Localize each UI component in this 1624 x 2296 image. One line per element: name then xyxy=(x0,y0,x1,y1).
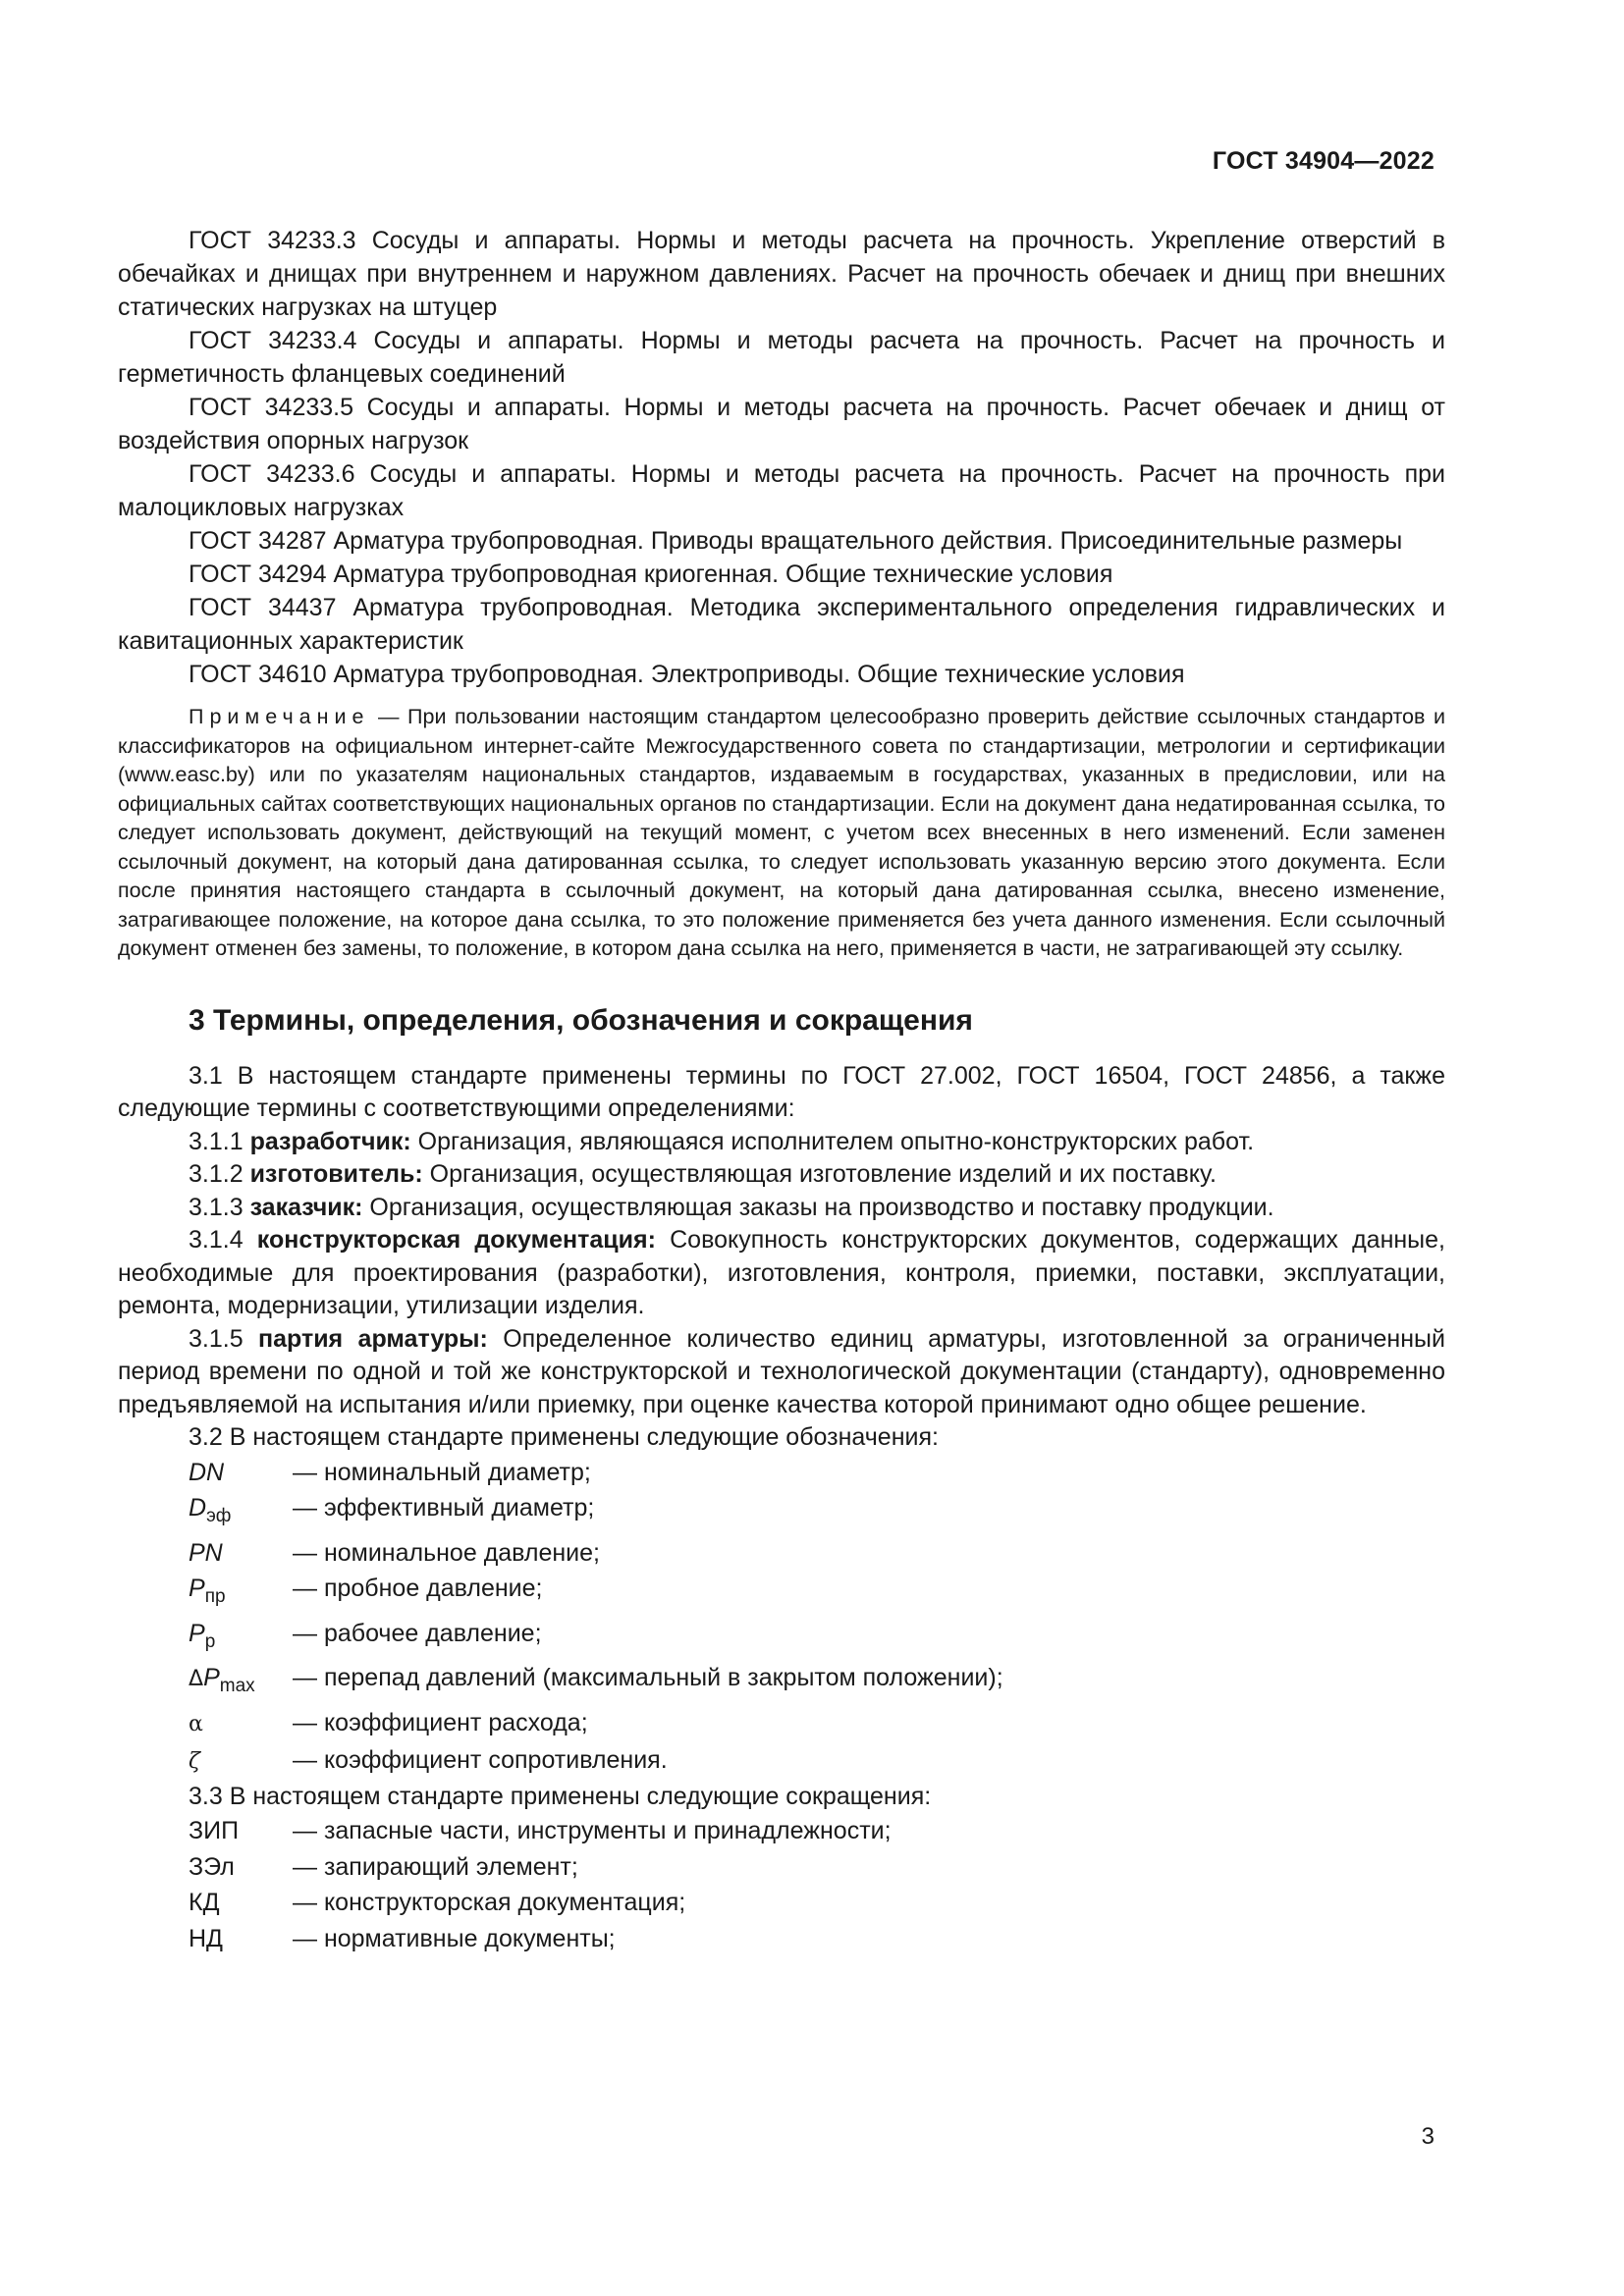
abbreviation-description: — нормативные документы; xyxy=(293,1924,616,1952)
abbreviation-description: — запирающий элемент; xyxy=(293,1852,578,1881)
term-item xyxy=(118,1323,1445,1422)
paragraph-3-2: 3.2 В настоящем стандарте применены следующие обозначения: xyxy=(189,1423,939,1451)
reference-item: ГОСТ 34610 Арматура трубопроводная. Электроприводы. Общие технические условия xyxy=(189,661,1185,688)
symbol: $P_р$ xyxy=(189,1619,216,1652)
reference-item: ГОСТ 34437 Арматура трубопроводная. Методика экспериментального определения гидравлических и кавитационных характеристик xyxy=(118,594,1445,655)
symbol-description: — эффективный диаметр; xyxy=(293,1494,595,1522)
term-item xyxy=(118,1126,1445,1159)
symbol: $\Delta P_{max}$ xyxy=(189,1664,255,1696)
term-item xyxy=(118,1224,1445,1323)
paragraph-3-1: 3.1 В настоящем стандарте применены термины по ГОСТ 27.002, ГОСТ 16504, ГОСТ 24856, а также следующие термины с соответствующими определениями: xyxy=(118,1061,1445,1122)
symbol-description: — перепад давлений (максимальный в закрытом положении); xyxy=(293,1664,1003,1691)
page-number: 3 xyxy=(1421,2123,1435,2150)
term-definition: Организация, осуществляющая заказы на производство и поставку продукции. xyxy=(362,1193,1274,1221)
references-list xyxy=(118,224,1445,691)
abbreviation-row xyxy=(118,1885,1445,1921)
symbol-row xyxy=(118,1571,1445,1616)
abbreviation: ЗЭл xyxy=(189,1852,235,1881)
term-number: 3.1.5 xyxy=(189,1324,258,1353)
symbol-row xyxy=(118,1742,1445,1781)
reference-item: ГОСТ 34233.4 Сосуды и аппараты. Нормы и методы расчета на прочность. Расчет на прочность и герметичность фланцевых соединений xyxy=(118,327,1445,388)
symbol-description: — рабочее давление; xyxy=(293,1619,542,1647)
symbol-row xyxy=(118,1455,1445,1491)
term-item xyxy=(118,1192,1445,1225)
reference-item: ГОСТ 34233.3 Сосуды и аппараты. Нормы и методы расчета на прочность. Укрепление отверстий в обечайках и днищах при внутреннем и наружном давлениях. Расчет на прочность обечаек и днищ при внешних статических нагрузках на штуцер xyxy=(118,227,1445,321)
abbreviations-list xyxy=(118,1813,1445,1956)
terms-list xyxy=(118,1126,1445,1422)
term-number: 3.1.1 xyxy=(189,1127,250,1155)
term-definition: Определенное количество единиц арматуры, изготовленной за ограниченный период времени по одной и той же конструкторской и технологической документации (стандарту), одновременно предъявляемой на испытания и/или приемку, при оценке качества которой принимают одно общее решение. xyxy=(118,1324,1445,1418)
term-number: 3.1.4 xyxy=(189,1226,257,1254)
symbol-row xyxy=(118,1705,1445,1743)
reference-item: ГОСТ 34233.5 Сосуды и аппараты. Нормы и методы расчета на прочность. Расчет обечаек и днищ от воздействия опорных нагрузок xyxy=(118,394,1445,454)
note-paragraph xyxy=(118,703,1445,964)
symbols-list xyxy=(118,1455,1445,1781)
term-definition: Организация, являющаяся исполнителем опытно-конструкторских работ. xyxy=(410,1127,1255,1155)
reference-item: ГОСТ 34287 Арматура трубопроводная. Приводы вращательного действия. Присоединительные размеры xyxy=(189,527,1403,555)
abbreviation-description: — конструкторская документация; xyxy=(293,1889,686,1916)
symbol: $P_{пр}$ xyxy=(189,1575,226,1607)
symbol: ζ xyxy=(189,1749,200,1774)
abbreviation: КД xyxy=(189,1889,220,1916)
abbreviation: НД xyxy=(189,1924,223,1952)
term-definition: Совокупность конструкторских документов, содержащих данные, необходимые для проектирования (разработки), изготовления, контроля, приемки, поставки, эксплуатации, ремонта, модернизации, утилизации изделия. xyxy=(118,1226,1446,1319)
abbreviation-description: — запасные части, инструменты и принадлежности; xyxy=(293,1817,892,1844)
term-item xyxy=(118,1158,1445,1192)
symbol-row xyxy=(118,1660,1445,1705)
paragraph-3-3: 3.3 В настоящем стандарте применены следующие сокращения: xyxy=(189,1782,932,1810)
abbreviation: ЗИП xyxy=(189,1817,240,1844)
symbol-description: — номинальный диаметр; xyxy=(293,1458,591,1486)
page-content xyxy=(118,224,1445,1956)
term-number: 3.1.2 xyxy=(189,1160,250,1188)
symbol-description: — номинальное давление; xyxy=(293,1538,601,1567)
symbol: PN xyxy=(189,1538,223,1567)
note-text: — При пользовании настоящим стандартом целесообразно проверить действие ссылочных стандартов и классификаторов на официальном интернет-сайте Межгосударственного совета по стандартизации, метрологии и сертификации (www.easc.by) или по указателям национальных стандартов, издаваемым в государствах, указанных в предисловии, или на официальных сайтах соответствующих национальных органов по стандартизации. Если на документ дана недатированная ссылка, то следует использовать документ, действующий на текущий момент, с учетом всех внесенных в него изменений. Если заменен ссылочный документ, на который дана датированная ссылка, то следует использовать указанную версию этого документа. Если после принятия настоящего стандарта в ссылочный документ, на который дана датированная ссылка, внесено изменение, затрагивающее положение, на которое дана ссылка, то это положение применяется без учета данного изменения. Если ссылочный документ отменен без замены, то положение, в котором дана ссылка на него, применяется в части, не затрагивающей эту ссылку. xyxy=(118,705,1445,960)
term-name: заказчик: xyxy=(249,1193,363,1221)
symbol: α xyxy=(189,1711,203,1736)
term-name: изготовитель: xyxy=(249,1160,423,1188)
term-name: конструкторская документация: xyxy=(256,1226,656,1254)
symbol-description: — пробное давление; xyxy=(293,1575,543,1602)
symbol-row xyxy=(118,1490,1445,1535)
symbol-description: — коэффициент сопротивления. xyxy=(293,1746,668,1774)
document-header-id: ГОСТ 34904—2022 xyxy=(1212,147,1435,175)
symbol-description: — коэффициент расхода; xyxy=(293,1708,588,1736)
term-name: разработчик: xyxy=(249,1127,411,1155)
note-label: Примечание xyxy=(189,705,370,728)
abbreviation-row xyxy=(118,1921,1445,1957)
term-definition: Организация, осуществляющая изготовление изделий и их поставку. xyxy=(422,1160,1217,1188)
term-number: 3.1.3 xyxy=(189,1193,250,1221)
symbol-row xyxy=(118,1535,1445,1572)
reference-item: ГОСТ 34294 Арматура трубопроводная криогенная. Общие технические условия xyxy=(189,561,1113,588)
section-heading: 3 Термины, определения, обозначения и сокращения xyxy=(189,1003,973,1037)
term-name: партия арматуры: xyxy=(258,1324,488,1353)
abbreviation-row xyxy=(118,1849,1445,1886)
reference-item: ГОСТ 34233.6 Сосуды и аппараты. Нормы и методы расчета на прочность. Расчет на прочность при малоцикловых нагрузках xyxy=(118,460,1445,521)
abbreviation-row xyxy=(118,1813,1445,1849)
symbol: DN xyxy=(189,1458,225,1486)
symbol-row xyxy=(118,1616,1445,1661)
symbol: $D_{эф}$ xyxy=(189,1494,232,1526)
